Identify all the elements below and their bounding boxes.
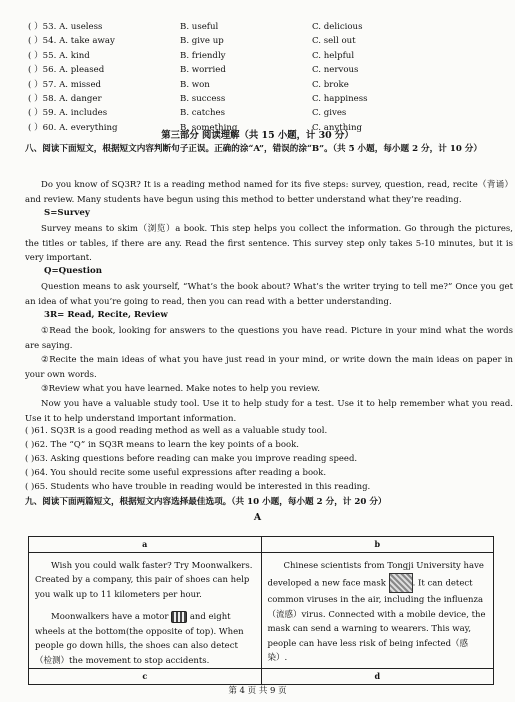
cell-d-heading: d [261, 669, 494, 685]
heading-question: Q=Question [44, 266, 102, 276]
review-paragraph: ③Review what you have learned. Make notes to help you review. [41, 384, 320, 394]
option-num: ( ）55. A. kind [28, 50, 90, 61]
option-c: C. gives [312, 108, 347, 119]
option-b: B. useful [180, 22, 219, 32]
option-c: C. sell out [312, 36, 356, 47]
passage-a-label: A [253, 512, 262, 523]
face-mask-icon [389, 573, 413, 593]
option-num: ( ）53. A. useless [28, 22, 103, 32]
cell-b [261, 552, 494, 669]
intro-paragraph: Do you know of SQ3R? It is a reading method named for its five steps: survey, question, read, recite（背诵）and review. Many students have begun using this method to better understand what they’re reading. [25, 180, 513, 205]
question-62: ( )62. The “Q” in SQ3R means to learn the key points of a book. [25, 440, 299, 450]
option-c: C. broke [312, 79, 349, 90]
option-c: C. helpful [312, 50, 355, 61]
heading-3r: 3R= Read, Recite, Review [44, 310, 168, 320]
cell-b-heading: b [261, 537, 494, 553]
heading-survey: S=Survey [44, 208, 90, 218]
cell-c-heading: c [29, 669, 262, 685]
read-paragraph: ①Read the book, looking for answers to the questions you have read. Picture in your mind what the words are saying. [25, 326, 513, 351]
question-63: ( )63. Asking questions before reading can make you improve reading speed. [25, 454, 358, 464]
passage-table [28, 536, 494, 685]
cell-a-heading: a [29, 537, 262, 553]
option-b: B. success [180, 94, 226, 104]
option-b: B. give up [180, 36, 224, 47]
option-c: C. anything [312, 122, 363, 133]
cell-a-text2b: and eight wheels at the bottom(the opposite of top). When people go down hills, the shoes can also detect（检测）the movement to stop accidents. [35, 612, 244, 666]
cell-a-text1: Wish you could walk faster? Try Moonwalkers. Created by a company, this pair of shoes can help you walk up to 11 kilometers per hour. [35, 560, 253, 600]
option-num: ( ）60. A. everything [28, 122, 118, 133]
question-65: ( )65. Students who have trouble in reading would be interested in this reading. [25, 482, 371, 492]
option-b: B. worried [180, 65, 226, 76]
question-64: ( )64. You should recite some useful expressions after reading a book. [25, 468, 327, 478]
option-num: ( ）54. A. take away [28, 36, 115, 47]
survey-paragraph: Survey means to skim（浏览）a book. This step helps you collect the information. Go through the pictures, the titles or tables, if there are any. Read the first sentence. This survey step only takes 5-10 minutes, but it is very important. [25, 224, 513, 263]
option-num: ( ）59. A. includes [28, 108, 108, 119]
option-num: ( ）56. A. pleased [28, 65, 105, 76]
motor-shoe-icon [171, 611, 187, 623]
option-c: C. delicious [312, 22, 363, 32]
section8-instructions: 八、阅读下面短文，根据短文内容判断句子正误。正确的涂“A”，错误的涂“B”。（共 5 小题，每小题 2 分，计 10 分） [25, 144, 482, 154]
option-b: B. something [180, 122, 238, 133]
section9-instructions: 九、阅读下面两篇短文，根据短文内容选择最佳选项。（共 10 小题，每小题 2 分，计 20 分） [25, 497, 387, 507]
page-footer: 第 4 页 共 9 页 [228, 686, 287, 696]
question-paragraph: Question means to ask yourself, “What’s the book about? What’s the writer trying to tell me?” Once you get an idea of what you’re going to read, then you can read with a better understanding. [25, 282, 513, 307]
cell-a-text2 [35, 610, 255, 668]
cell-a-text2a: Moonwalkers have a motor [51, 612, 169, 622]
cell-b-text2: . It can detect common viruses in the air, including the influenza（流感）virus. Connected with a mobile device, the mask can send a warning to wearers. This way, people can have less risk of being infected（感染）. [267, 578, 486, 663]
option-b: B. catches [180, 108, 226, 119]
cell-b-text [268, 559, 488, 666]
question-61: ( )61. SQ3R is a good reading method as well as a valuable study tool. [25, 426, 328, 436]
recite-paragraph: ②Recite the main ideas of what you have just read in your mind, or write down the main ideas on paper in your own words. [25, 355, 513, 380]
cell-b-text1: Chinese scientists from Tongji University have developed a new face mask [267, 560, 484, 589]
option-num: ( ）57. A. missed [28, 79, 102, 90]
option-b: B. friendly [180, 50, 226, 61]
conclusion-paragraph: Now you have a valuable study tool. Use it to help study for a test. Use it to help remember what you read. Use it to help understand important information. [25, 399, 513, 424]
option-c: C. happiness [312, 94, 368, 104]
part3-title: 第三部分 阅读理解（共 15 小题，计 30 分） [161, 130, 354, 141]
option-c: C. nervous [312, 65, 359, 76]
option-num: ( ）58. A. danger [28, 94, 102, 104]
option-b: B. won [180, 79, 210, 90]
cell-a [29, 552, 262, 669]
